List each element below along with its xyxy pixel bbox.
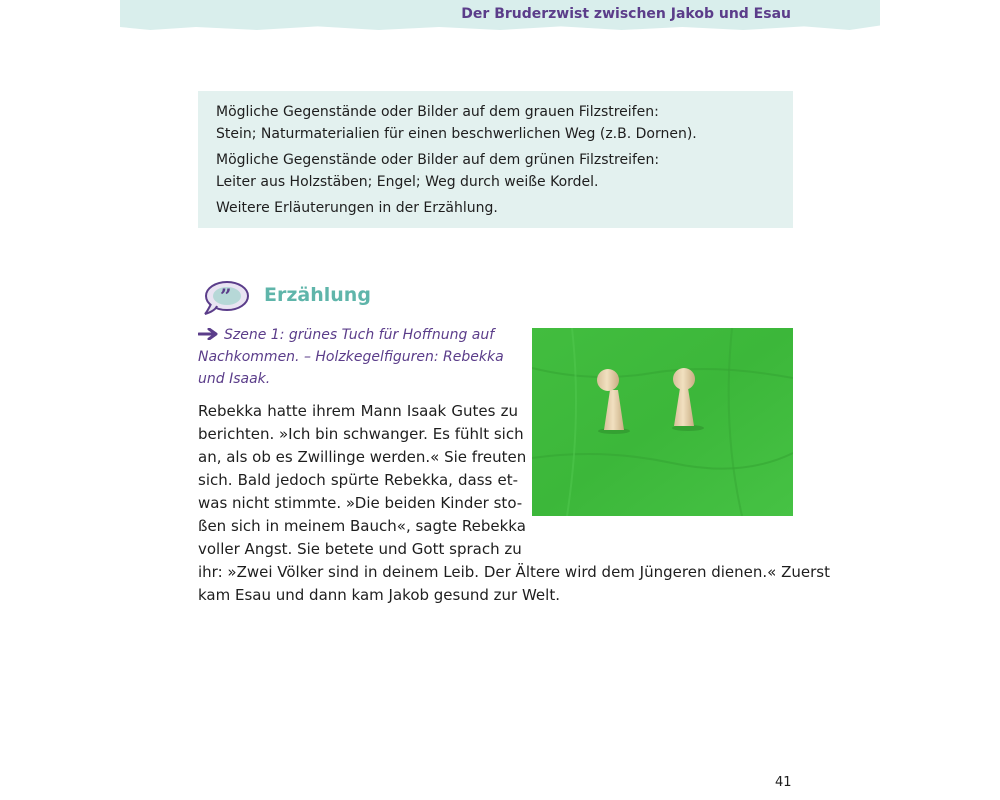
story-line: was nicht stimmte. »Die beiden Kinder sto-: [198, 494, 523, 512]
info-line: Stein; Naturmaterialien für einen beschwerlichen Weg (z.B. Dornen).: [216, 126, 697, 142]
svg-text:”: ”: [220, 284, 232, 308]
story-line: sich. Bald jedoch spürte Rebekka, dass et-: [198, 471, 518, 489]
story-line: voller Angst. Sie betete und Gott sprach zu: [198, 540, 522, 558]
info-paragraph: [216, 101, 775, 145]
info-line: Leiter aus Holzstäben; Engel; Weg durch weiße Kordel.: [216, 174, 599, 190]
info-paragraph: [216, 149, 775, 193]
page-number: 41: [775, 775, 792, 790]
stage-note-line: und Isaak.: [198, 371, 271, 387]
story-line: kam Esau und dann kam Jakob gesund zur Welt.: [198, 586, 560, 604]
stage-note-line: Nachkommen. – Holzkegelfiguren: Rebekka: [198, 349, 504, 365]
story-line: Rebekka hatte ihrem Mann Isaak Gutes zu: [198, 402, 518, 420]
stage-note-line: [198, 324, 518, 346]
story-line: ßen sich in meinem Bauch«, sagte Rebekka: [198, 517, 526, 535]
story-text: [198, 400, 830, 607]
info-box: [198, 91, 793, 228]
info-line: Weitere Erläuterungen in der Erzählung.: [216, 200, 498, 216]
running-title: Der Bruderzwist zwischen Jakob und Esau: [461, 6, 791, 22]
stage-note: [198, 324, 518, 390]
info-paragraph: [216, 197, 775, 219]
info-line: Mögliche Gegenstände oder Bilder auf dem grauen Filzstreifen:: [216, 104, 659, 120]
story-line: berichten. »Ich bin schwanger. Es fühlt sich: [198, 425, 524, 443]
story-line: an, als ob es Zwillinge werden.« Sie freuten: [198, 448, 527, 466]
info-line: Mögliche Gegenstände oder Bilder auf dem grünen Filzstreifen:: [216, 152, 660, 168]
arrow-right-icon: [198, 325, 220, 337]
speech-bubble-quote-icon: [203, 278, 251, 316]
section-title: Erzählung: [264, 284, 371, 306]
stage-note-text: Szene 1: grünes Tuch für Hoffnung auf: [224, 327, 495, 343]
story-line: ihr: »Zwei Völker sind in deinem Leib. Der Ältere wird dem Jüngeren dienen.« Zuerst: [198, 563, 830, 581]
